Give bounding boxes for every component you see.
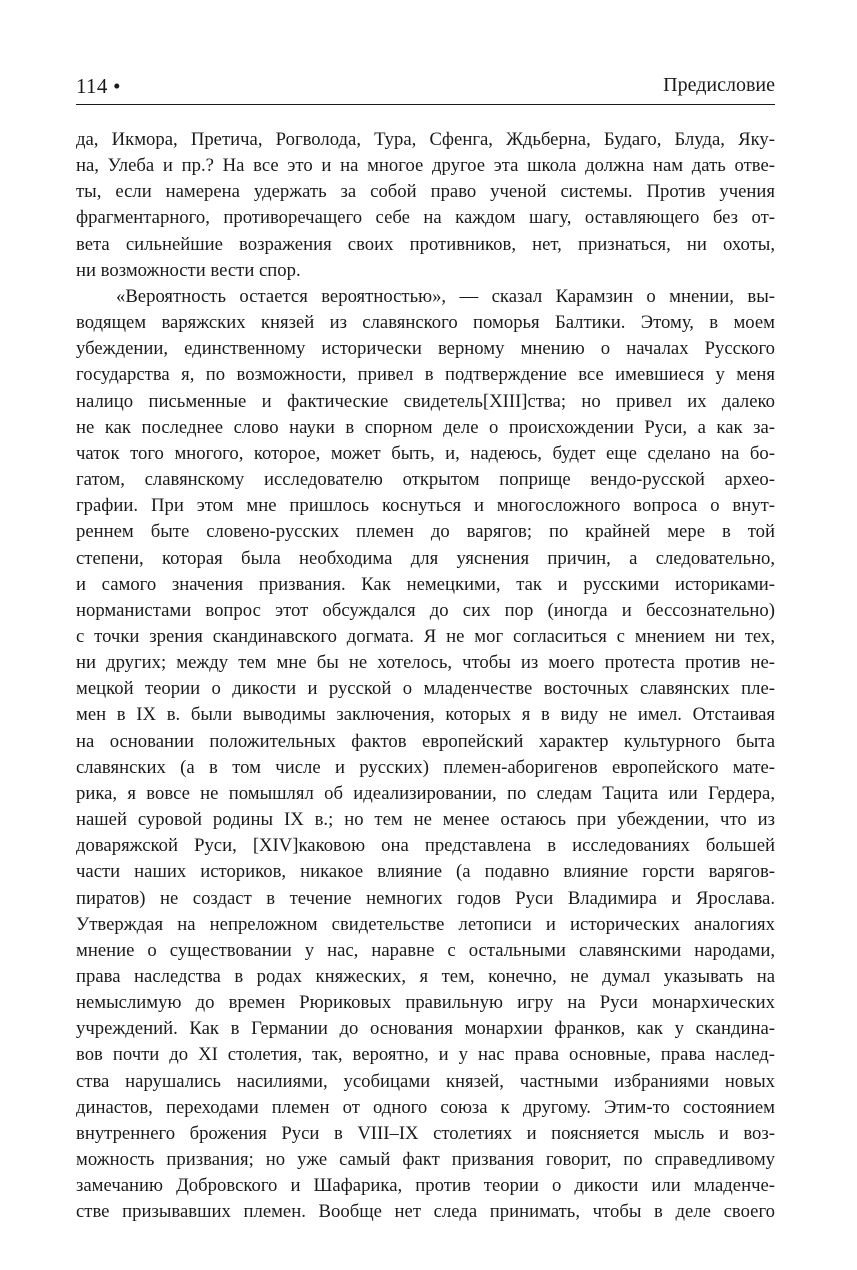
text-line: с точки зрения скандинавского догмата. Я не мог согласиться с мнением ни тех, [76, 625, 775, 647]
text-line: учреждений. Как в Германии до основания монархии франков, как у скандина- [76, 1018, 775, 1040]
text-line: реннем быте словено-русских племен до варягов; по крайней мере в той [76, 521, 775, 543]
text-line: норманистами вопрос этот обсуждался до сих пор (иногда и бессознательно) [76, 599, 775, 621]
text-line: династов, переходами племен от одного союза к другому. Этим-то состоянием [76, 1096, 775, 1118]
header-rule [76, 104, 775, 105]
text-line: убеждении, единственному исторически верному мнению о началах Русского [76, 338, 775, 360]
text-line: можность призвания; но уже самый факт призвания говорит, по справедливому [76, 1149, 775, 1171]
text-line: на основании положительных фактов европейский характер культурного быта [76, 730, 775, 752]
text-line: ства нарушались насилиями, усобицами князей, частными избраниями новых [76, 1070, 775, 1092]
text-line: мнение о существовании у нас, наравне с остальными славянскими народами, [76, 939, 775, 961]
text-line: не как последнее слово науки в спорном деле о происхождении Руси, а как за- [76, 416, 775, 438]
page-header [76, 74, 775, 102]
text-line: налицо письменные и фактические свидетель[XIII]ства; но привел их далеко [76, 390, 775, 412]
text-line: гатом, славянскому исследователю открытом поприще вендо-русской архео- [76, 469, 775, 491]
text-line: рика, я вовсе не помышлял об идеализировании, по следам Тацита или Гердера, [76, 782, 775, 804]
text-line: и самого значения призвания. Как немецкими, так и русскими историками- [76, 573, 775, 595]
text-line: «Вероятность остается вероятностью», — сказал Карамзин о мнении, вы- [116, 285, 775, 307]
text-line: славянских (а в том числе и русских) племен-аборигенов европейского мате- [76, 756, 775, 778]
text-line: права наследства в родах княжеских, я тем, конечно, не думал указывать на [76, 966, 775, 987]
text-line: вов почти до XI столетия, так, вероятно, и у нас права основные, права наслед- [76, 1044, 775, 1066]
paragraph [76, 127, 775, 284]
text-line: ни возможности вести спор. [76, 259, 301, 281]
text-line: ты, если намерена удержать за собой право ученой системы. Против учения [76, 181, 775, 203]
text-line: степени, которая была необходима для уяснения причин, а следовательно, [76, 547, 775, 569]
text-line: мен в IX в. были выводимы заключения, которых я в виду не имел. Отстаивая [76, 704, 775, 726]
text-line: ни других; между тем мне бы не хотелось, чтобы из моего протеста против не- [76, 652, 775, 674]
paragraph [76, 284, 775, 1226]
text-line: вета сильнейшие возражения своих противников, нет, признаться, ни охоты, [76, 233, 775, 255]
page-number: 114 • [76, 74, 121, 98]
text-line: мецкой теории о дикости и русской о младенчестве восточных славянских пле- [76, 678, 775, 700]
text-line: нашей суровой родины IX в.; но тем не менее остаюсь при убеждении, что из [76, 809, 775, 831]
text-line: фрагментарного, противоречащего себе на каждом шагу, оставляющего без от- [76, 207, 775, 229]
text-line: графии. При этом мне пришлось коснуться и многосложного вопроса о внут- [76, 495, 775, 517]
text-line: пиратов) не создаст в течение немногих годов Руси Владимира и Ярослава. [76, 887, 775, 909]
text-line: части наших историков, никакое влияние (а подавно влияние горсти варягов- [76, 861, 775, 883]
text-line: водящем варяжских князей из славянского поморья Балтики. Этому, в моем [76, 312, 775, 334]
text-line: государства я, по возможности, привел в подтверждение все имевшиеся у меня [76, 364, 775, 386]
text-line: чаток того многого, которое, может быть, и, надеюсь, будет еще сделано на бо- [76, 442, 775, 464]
text-line: немыслимую до времен Рюриковых правильную игру на Руси монархических [76, 992, 775, 1014]
text-line: стве призывавших племен. Вообще нет следа принимать, чтобы в деле своего [76, 1201, 775, 1223]
text-line: внутреннего брожения Руси в VIII–IX столетиях и поясняется мысль и воз- [76, 1122, 775, 1144]
text-line: на, Улеба и пр.? На все это и на многое другое эта школа должна нам дать отве- [76, 155, 775, 177]
text-line: доваряжской Руси, [XIV]каковою она представлена в исследованиях большей [76, 835, 775, 857]
body-text [76, 127, 775, 1226]
running-title: Предисловие [663, 74, 775, 96]
text-line: да, Икмора, Претича, Рогволода, Тура, Сфенга, Ждьберна, Будаго, Блуда, Яку- [76, 129, 775, 150]
text-line: Утверждая на непреложном свидетельстве летописи и исторических аналогиях [76, 913, 775, 935]
text-line: замечанию Добровского и Шафарика, против теории о дикости или младенче- [76, 1175, 775, 1197]
